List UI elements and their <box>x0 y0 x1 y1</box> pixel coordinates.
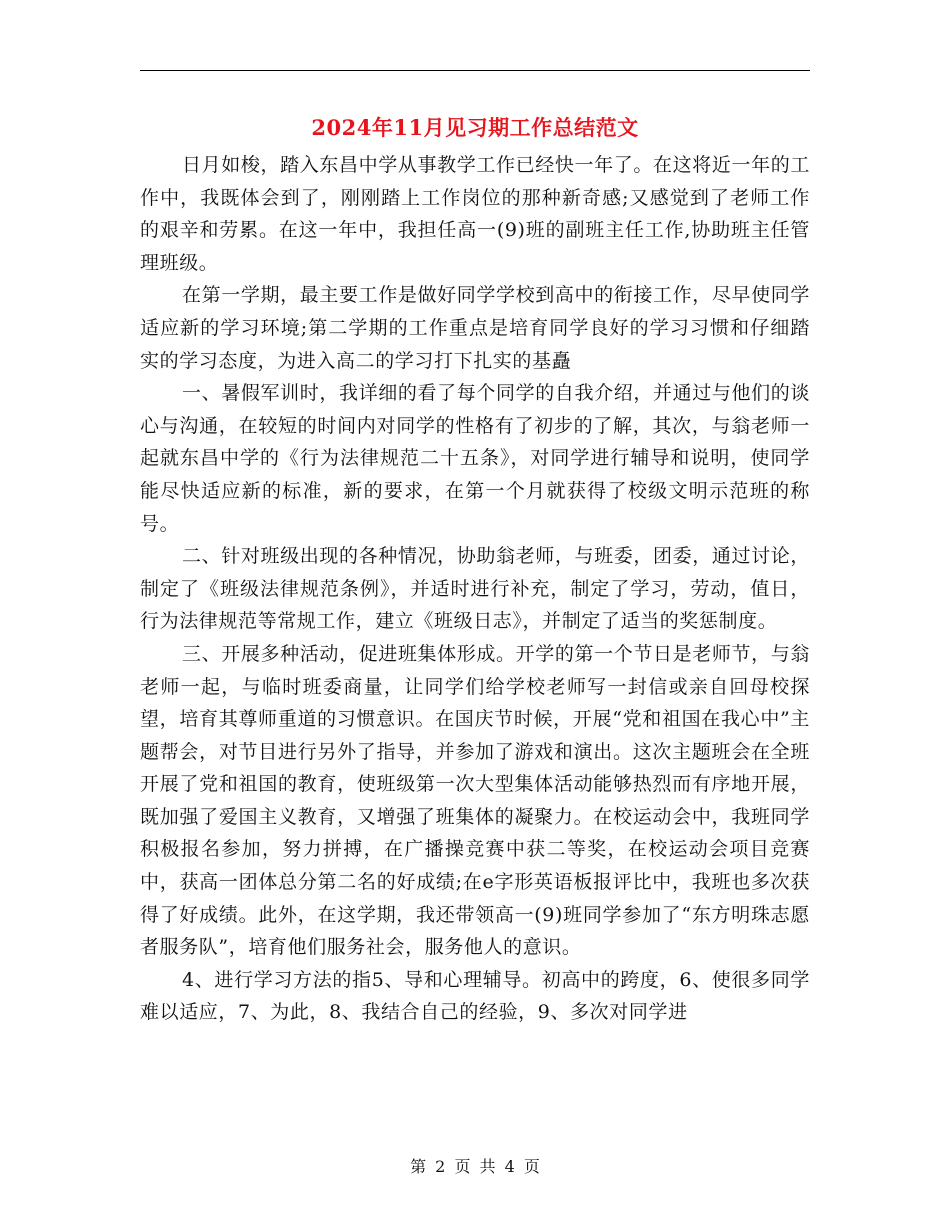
header-rule <box>140 70 810 71</box>
paragraph-item-3: 三、开展多种活动，促进班集体形成。开学的第一个节日是老师节，与翁老师一起，与临时班委商量，让同学们给学校老师写一封信或亲自回母校探望，培育其尊师重道的习惯意识。在国庆节时候，开展“党和祖国在我心中”主题帮会，对节目进行另外了指导，并参加了游戏和演出。这次主题班会在全班开展了党和祖国的教育，使班级第一次大型集体活动能够热烈而有序地开展，既加强了爱国主义教育，又增强了班集体的凝聚力。在校运动会中，我班同学积极报名参加，努力拼搏，在广播操竞赛中获二等奖，在校运动会项目竞赛中，获高一团体总分第二名的好成绩;在e字形英语板报评比中，我班也多次获得了好成绩。此外，在这学期，我还带领高一(9)班同学参加了“东方明珠志愿者服务队”，培育他们服务社会，服务他人的意识。 <box>140 642 810 959</box>
page-footer: 第 2 页 共 4 页 <box>410 1157 540 1176</box>
paragraph-semester-goals: 在第一学期，最主要工作是做好同学学校到高中的衔接工作，尽早使同学适应新的学习环境;第二学期的工作重点是培育同学良好的学习习惯和仔细踏实的学习态度，为进入高二的学习打下扎实的基矗 <box>140 284 810 372</box>
document-title: 2024年11月见习期工作总结范文 <box>311 115 639 140</box>
paragraph-intro: 日月如梭，踏入东昌中学从事教学工作已经快一年了。在这将近一年的工作中，我既体会到了，刚刚踏上工作岗位的那种新奇感;又感觉到了老师工作的艰辛和劳累。在这一年中，我担任高一(9)班的副班主任工作,协助班主任管理班级。 <box>140 154 810 274</box>
paragraph-item-2: 二、针对班级出现的各种情况，协助翁老师，与班委，团委，通过讨论，制定了《班级法律规范条例》，并适时进行补充，制定了学习，劳动，值日，行为法律规范等常规工作，建立《班级日志》，并制定了适当的奖惩制度。 <box>140 545 810 633</box>
document-body <box>140 149 810 1029</box>
paragraph-item-4: 4、进行学习方法的指5、导和心理辅导。初高中的跨度，6、使很多同学难以适应，7、为此，8、我结合自己的经验，9、多次对同学进 <box>140 968 810 1024</box>
paragraph-item-1: 一、暑假军训时，我详细的看了每个同学的自我介绍，并通过与他们的谈心与沟通，在较短的时间内对同学的性格有了初步的了解，其次，与翁老师一起就东昌中学的《行为法律规范二十五条》，对同学进行辅导和说明，使同学能尽快适应新的标准，新的要求，在第一个月就获得了校级文明示范班的称号。 <box>140 382 810 535</box>
